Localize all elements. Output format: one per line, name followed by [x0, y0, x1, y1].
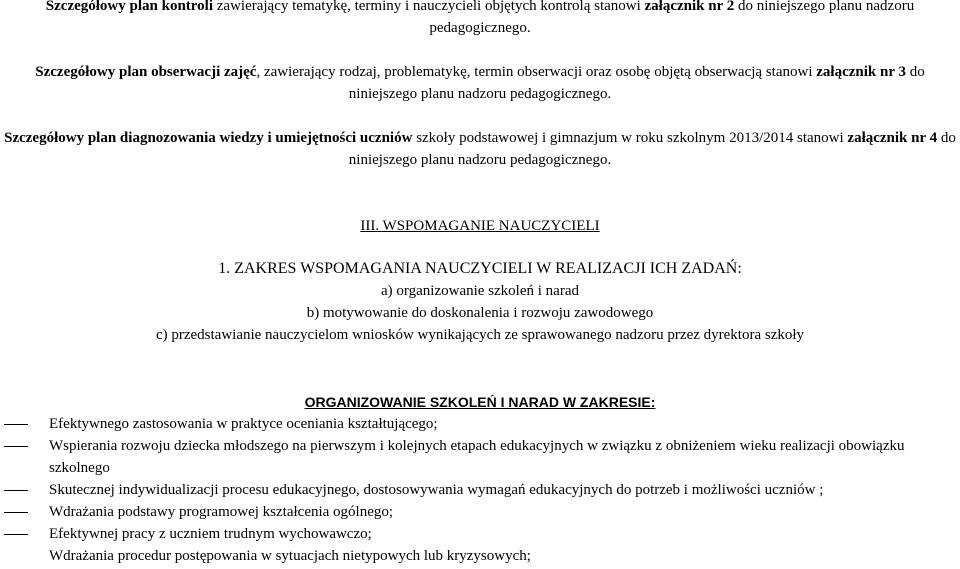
attachment-ref: załącznik nr 4: [847, 130, 938, 146]
paragraph-text: szkoły podstawowej i gimnazjum w roku szkolnym 2013/2014 stanowi: [412, 130, 848, 146]
zakres-item: b) motywowanie do doskonalenia i rozwoju zawodowego: [306, 305, 654, 321]
paragraph-lead: Szczegółowy plan obserwacji zajęć: [35, 64, 257, 80]
list-item: Wspierania rozwoju dziecka młodszego na pierwszym i kolejnych etapach edukacyjnych w związku z obniżeniem wieku realizacji obowiązku szkolnego: [0, 435, 960, 479]
paragraph-lead: Szczegółowy plan kontroli: [45, 0, 214, 14]
paragraph-tail: do niniejszego planu nadzoru pedagogicznego.: [429, 0, 915, 36]
paragraph-lead: Szczegółowy plan diagnozowania wiedzy i umiejętności uczniów: [4, 130, 413, 146]
zakres-title: 1. ZAKRES WSPOMAGANIA NAUCZYCIELI W REALIZACJI ICH ZADAŃ:: [218, 260, 742, 277]
attachment-ref: załącznik nr 3: [816, 64, 906, 80]
paragraph-text: zawierający tematykę, terminy i nauczycieli objętych kontrolą stanowi: [213, 0, 645, 14]
list-item: Wdrażania podstawy programowej kształcenia ogólnego;: [0, 501, 960, 523]
list-item: Wdrażania procedur postępowania w sytuacjach nietypowych lub kryzysowych;: [49, 548, 531, 564]
section-heading: III. WSPOMAGANIE NAUCZYCIELI: [360, 218, 600, 234]
paragraph-tail: do niniejszego planu nadzoru pedagogicznego.: [348, 64, 925, 102]
attachment-ref: załącznik nr 2: [644, 0, 735, 14]
paragraph-text: , zawierający rodzaj, problematykę, termin obserwacji oraz osobę objętą obserwacją stanowi: [256, 64, 817, 80]
org-heading: ORGANIZOWANIE SZKOLEŃ I NARAD W ZAKRESIE:: [304, 394, 656, 410]
zakres-item: a) organizowanie szkoleń i narad: [381, 283, 579, 299]
training-topics-list: [0, 413, 960, 567]
list-item: Efektywnego zastosowania w praktyce oceniania kształtującego;: [0, 413, 960, 435]
list-item: Efektywnej pracy z uczniem trudnym wychowawczo;: [0, 523, 960, 545]
paragraph-tail: do niniejszego planu nadzoru pedagogicznego.: [348, 130, 956, 168]
paragraph-obserwacja: [0, 61, 960, 105]
paragraph-kontrola: [0, 0, 960, 39]
zakres-item: c) przedstawianie nauczycielom wniosków wynikających ze sprawowanego nadzoru przez dyrektora szkoły: [155, 327, 805, 343]
paragraph-diagnozowanie: [0, 127, 960, 171]
list-item: Skutecznej indywidualizacji procesu edukacyjnego, dostosowywania wymagań edukacyjnych do potrzeb i możliwości uczniów ;: [0, 479, 960, 501]
zakres-block: [0, 258, 960, 346]
